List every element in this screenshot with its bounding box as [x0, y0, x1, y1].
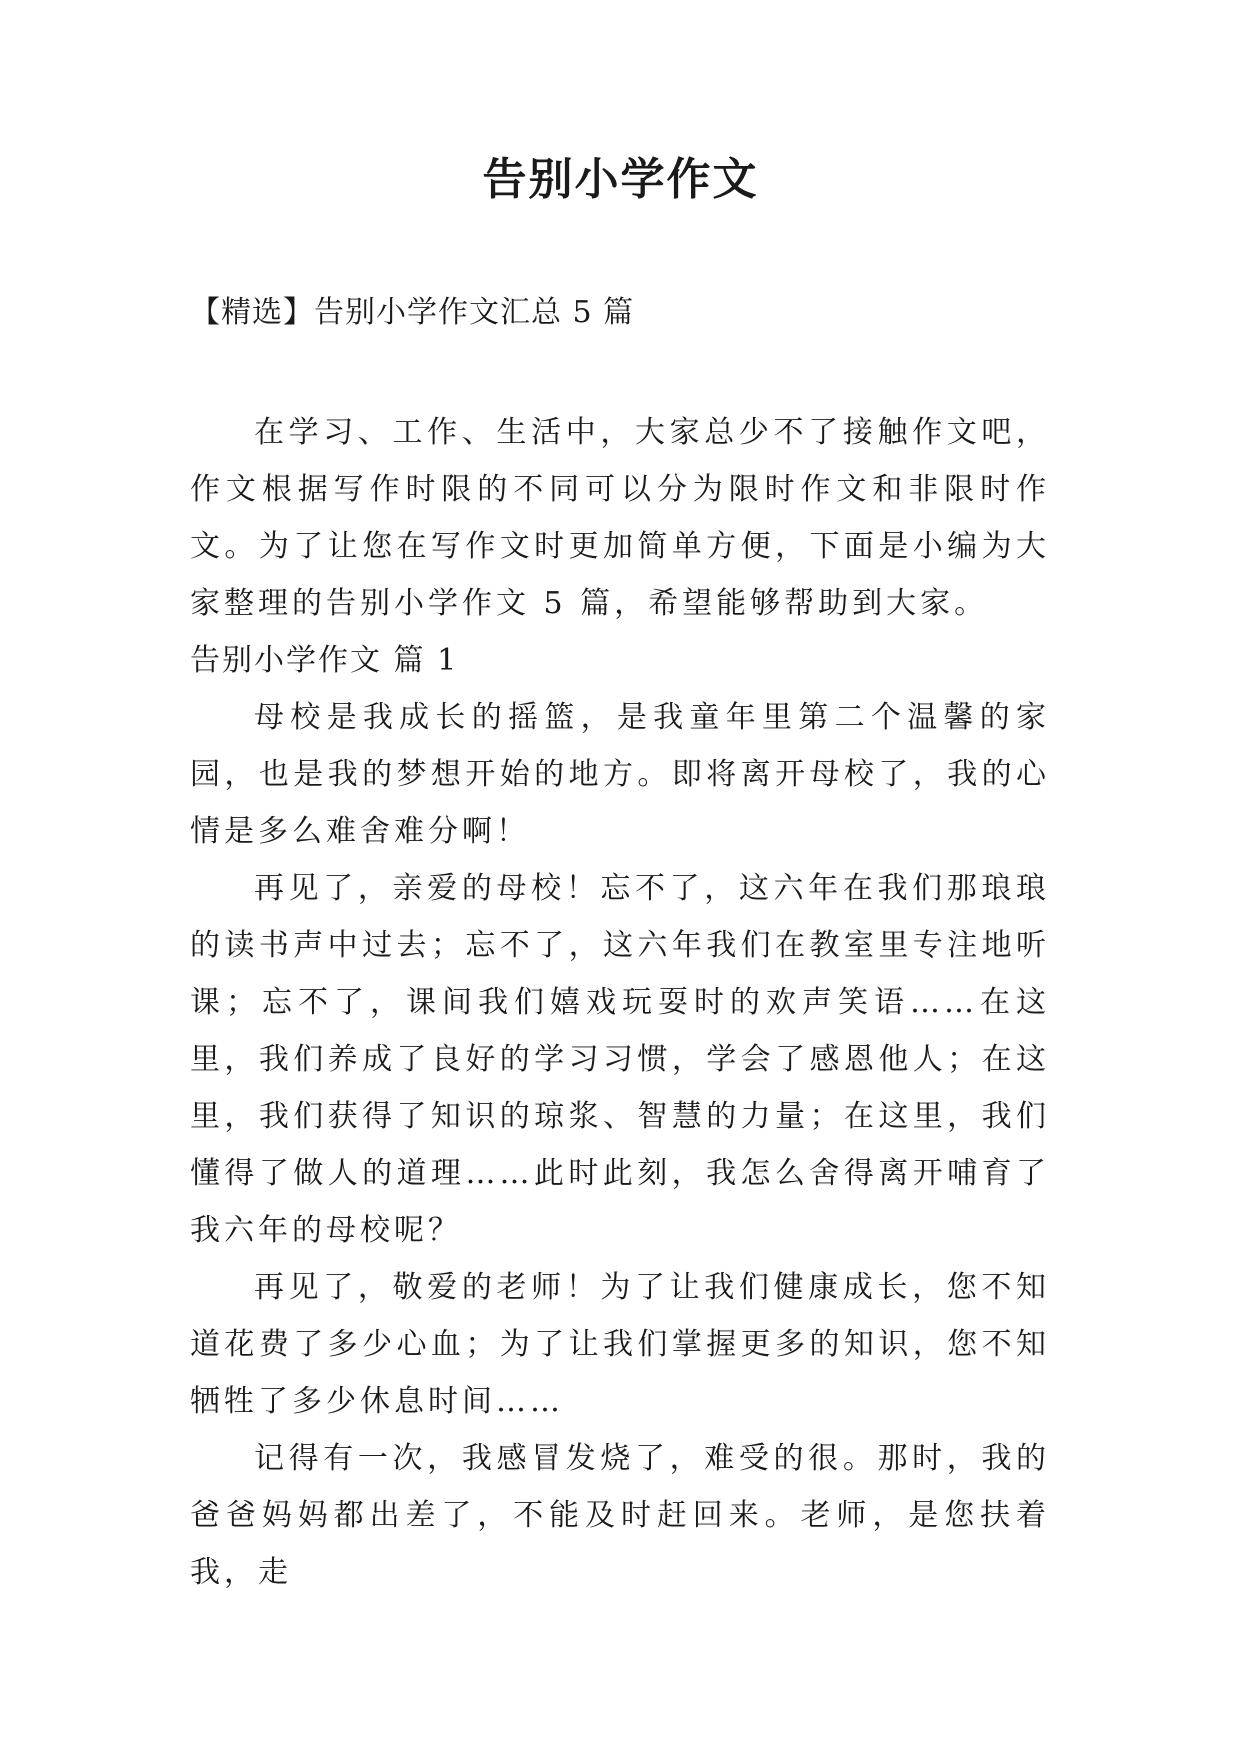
body-paragraph: 再见了，敬爱的老师！为了让我们健康成长，您不知道花费了多少心血；为了让我们掌握更多的知识，您不知牺牲了多少休息时间…… [190, 1270, 1050, 1419]
section-heading: 告别小学作文 篇 1 [190, 643, 459, 678]
document-body [190, 404, 1050, 1601]
intro-paragraph: 在学习、工作、生活中，大家总少不了接触作文吧，作文根据写作时限的不同可以分为限时作文和非限时作文。为了让您在写作文时更加简单方便，下面是小编为大家整理的告别小学作文 5 篇，希望能够帮助到大家。 [190, 415, 1050, 621]
body-paragraph: 再见了，亲爱的母校！忘不了，这六年在我们那琅琅的读书声中过去；忘不了，这六年我们在教室里专注地听课；忘不了，课间我们嬉戏玩耍时的欢声笑语……在这里，我们养成了良好的学习习惯，学会了感恩他人；在这里，我们获得了知识的琼浆、智慧的力量；在这里，我们懂得了做人的道理……此时此刻，我怎么舍得离开哺育了我六年的母校呢？ [190, 871, 1050, 1248]
document-title: 告别小学作文 [482, 154, 759, 205]
body-paragraph: 母校是我成长的摇篮，是我童年里第二个温馨的家园，也是我的梦想开始的地方。即将离开母校了，我的心情是多么难舍难分啊！ [190, 700, 1050, 849]
body-paragraph: 记得有一次，我感冒发烧了，难受的很。那时，我的爸爸妈妈都出差了，不能及时赶回来。老师，是您扶着我，走 [190, 1441, 1050, 1590]
document-subtitle: 【精选】告别小学作文汇总 5 篇 [190, 295, 635, 330]
